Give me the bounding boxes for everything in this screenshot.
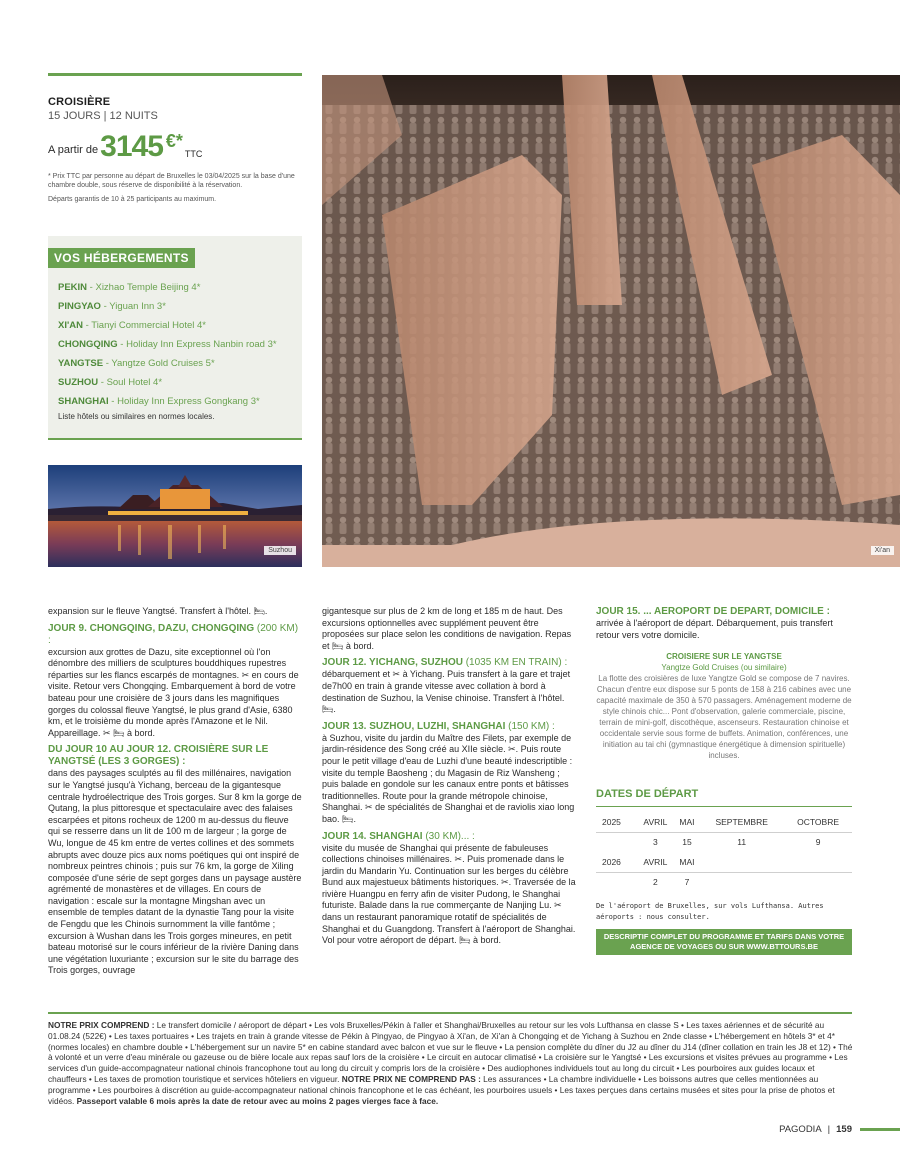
dates-months-row	[596, 813, 852, 833]
hotel-item: CHONGQING - Holiday Inn Express Nanbin road 3*	[58, 339, 277, 350]
day-heading: JOUR 12. YICHANG, SUZHOU (1035 KM EN TRAIN) :	[322, 657, 568, 669]
dates-month: MAI	[675, 853, 699, 873]
offer-duration: 15 JOURS | 12 NUITS	[48, 110, 158, 122]
day-heading: JOUR 15. ... AEROPORT DE DEPART, DOMICILE :	[596, 606, 830, 617]
dates-month: MAI	[675, 813, 699, 833]
dates-month: OCTOBRE	[784, 813, 852, 833]
suzhou-photo	[48, 465, 302, 567]
page-footer	[779, 1124, 852, 1135]
cruise-title: CROISIERE SUR LE YANGTSE	[666, 652, 782, 662]
dates-day: 9	[815, 837, 821, 848]
cruise-subtitle: Yangtze Gold Cruises (ou similaire)	[661, 663, 787, 673]
dates-day: 11	[737, 837, 747, 848]
departure-dates-table	[596, 813, 852, 893]
itinerary-text: gigantesque sur plus de 2 km de long et 185 m de haut. Des excursions optionnelles avec supplément peuvent être proposées sur place selon les conditions de navigation. Repas et 🛏 à bord.	[322, 606, 572, 651]
itinerary-column-2	[322, 606, 576, 952]
departure-dates-title: DATES DE DÉPART	[596, 789, 852, 807]
day-text: à Suzhou, visite du jardin du Maître des Filets, par exemple de jardin-résidence des Song créé au XIIe siècle. ✂. Puis route pour le petit village d'eau de Luzhi d'une beauté indescriptible : visite du temple Baosheng ; du Magasin de Riz Wansheng ; puis balade en gondole sur les canaux entre ponts et bâtisses traditionnelles. Route pour la grande métropole chinoise, Shanghai. ✂ de spécialités de Shanghai et de raviolis xiao long bao. 🛏.	[322, 732, 575, 824]
price-from-label: A partir de	[48, 144, 99, 156]
dates-year: 2025	[596, 813, 636, 833]
departures-note: Départs garantis de 10 à 25 participants au maximum.	[48, 195, 217, 203]
cruise-text: La flotte des croisières de luxe Yangtze Gold se compose de 7 navires. Chacun d'entre eux dispose sur 5 ponts de 158 à 216 cabines avec une capacité maximale de 350 à 570 passagers. Aménagement moderne de style chinois chic... Pont d'observation, galerie commerciale, piscine, terrain de mini-golf, discothèque, ascenseurs. Restauration chinoise et occidentale servie sous forme de buffets. Animation, conférences, une initiation au tai chi (gymnastique énergétique à dimension spirituelle) incluses.	[596, 674, 852, 761]
footer-separator: |	[827, 1124, 831, 1135]
itinerary-text: expansion sur le fleuve Yangtsé. Transfert à l'hôtel. 🛏.	[48, 606, 268, 616]
program-link-banner[interactable]: DESCRIPTIF COMPLET DU PROGRAMME ET TARIFS DANS VOTRE AGENCE DE VOYAGES OU SUR WWW.BTTOURS.BE	[596, 929, 852, 955]
xian-caption: Xi'an	[871, 546, 894, 555]
dates-days-row	[596, 833, 852, 853]
price-ttc: TTC	[184, 149, 203, 159]
dates-day	[699, 873, 784, 893]
dates-day: 3	[653, 837, 658, 848]
excludes-text: Les assurances • La chambre individuelle • Les boissons autres que celles mentionnées au programme • Les pourboires à discrétion au guide-accompagnateur national chinois francophone et le cas échéant, les pourboires usuels • Les taxes perçues dans certains musées et sites pour la prise de photos et vidéos.	[48, 1073, 835, 1106]
hotel-item: YANGTSE - Yangtze Gold Cruises 5*	[58, 358, 215, 369]
day-heading: JOUR 13. SUZHOU, LUZHI, SHANGHAI (150 KM) :	[322, 720, 555, 732]
dates-month	[784, 853, 852, 873]
day-heading: JOUR 9. CHONGQING, DAZU, CHONGQING (200 KM) :	[48, 622, 299, 646]
suzhou-caption: Suzhou	[264, 546, 296, 555]
dates-day: 2	[653, 877, 658, 888]
day-text: arrivée à l'aéroport de départ. Débarquement, puis transfert retour vers votre domicile.	[596, 618, 833, 640]
page-number: 159	[836, 1124, 852, 1135]
dates-days-row	[596, 873, 852, 893]
brand-name: PAGODIA	[779, 1124, 822, 1135]
hotel-item: PEKIN - Xizhao Temple Beijing 4*	[58, 282, 201, 293]
hotel-item: SHANGHAI - Holiday Inn Express Gongkang 3*	[58, 396, 260, 407]
day-text: excursion aux grottes de Dazu, site exceptionnel où l'on dénombre des milliers de sculptures bouddhiques rupestres réparties sur les flancs escarpés de montagnes. ✂ en cours de visite. Retour vers Chongqing. Embarquement à bord de votre bateau pour une croisière de 3 jours dans les magnifiques gorges du colossal fleuve Yangtsé, le plus grand d'Asie, 6380 km, et le troisième du monde après l'Amazone et le Nil. Appareillage. ✂ 🛏 à bord.	[48, 646, 299, 738]
dates-month: AVRIL	[636, 813, 675, 833]
itinerary-column-3	[596, 606, 852, 955]
dates-month: AVRIL	[636, 853, 675, 873]
offer-block	[48, 96, 300, 203]
dates-day: 15	[682, 837, 692, 848]
includes-text: Le transfert domicile / aéroport de départ • Les vols Bruxelles/Pékin à l'aller et Shanghai/Bruxelles au retour sur les vols Lufthansa en classe S • Les taxes aériennes et de sécurité au 01.08.24 (522€) • Les taxes portuaires • Les trajets en train à grande vitesse de Pékin à Pingyao, de Pingyao à Xi'an, de Xi'an à Chongqing et de Yichang à Suzhou en 2nde classe • L'hébergement en hôtels 3* et 4* (normes locales) en chambre double • L'hébergement sur un navire 5* en cabine standard avec balcon et vue sur le fleuve • La pension complète du dîner du J2 au dîner du J14 (dîner collation en train les J8 et 12) • Thé à volonté et un verre d'eau minérale ou gazeuse ou de bière locale aux repas sauf lors de la croisière • Le circuit en autocar climatisé • La croisière sur le Yangtsé • Les excursions et visites prévues au programme • Les services d'un guide-accompagnateur national chinois francophone tout au long du circuit y compris lors de la croisière • Des audiophones individuels tout au long du circuit • Les pourboires aux guides locaux et chauffeurs • Les taxes de promotion touristique et services hôteliers en vigueur.	[48, 1020, 853, 1084]
hotel-list	[58, 278, 298, 411]
itinerary-column-1	[48, 606, 302, 982]
dates-year: 2026	[596, 853, 636, 873]
terracotta-illustration	[322, 75, 900, 567]
dates-day	[784, 873, 852, 893]
footer-accent-bar	[860, 1128, 900, 1131]
dates-month: SEPTEMBRE	[699, 813, 784, 833]
dates-months-row	[596, 853, 852, 873]
day-heading: DU JOUR 10 AU JOUR 12. CROISIÈRE SUR LE YANGTSÉ (LES 3 GORGES) :	[48, 744, 269, 768]
day-text: dans des paysages sculptés au fil des millénaires, navigation sur le Yangtsé jusqu'à Yichang, berceau de la gigantesque centrale hydroélectrique des Trois gorges. Sur 8 km la gorge de Qutang, la plus pittoresque et spectaculaire avec des falaises escarpées et pitons rocheux de 1200 m au-dessus du fleuve qui se resserre dans un lit de 100 m de largeur ; la gorge de Wu, longue de 45 km entre de vertes collines et des sommets abrupts avec douze pics aux noms poétiques qui ont inspiré de nombreux peintres chinois ; puis sur 76 km, la gorge de Xiling composée d'une série de sept gorges dans un paysage austère agrémenté de monastères et de villages. En cours de navigation : escale sur la montagne Mingshan avec un ensemble de temples datant de la dynastie Tang pour la visite de Fengdu que les Chinois surnomment la ville fantôme ; excursion à Wushan dans les Trois gorges mineures, en petit bateau motorisé sur le cours inférieur de la rivière Daning dans une végétation luxuriante ; excursion sur le site du barrage des Trois gorges, ouvrage	[48, 768, 302, 976]
passport-note: Passeport valable 6 mois après la date de retour avec au moins 2 pages vierges face à face.	[74, 1095, 439, 1106]
departure-note: De l'aéroport de Bruxelles, sur vols Lufthansa. Autres aéroports : nous consulter.	[596, 901, 824, 921]
hotel-item: PINGYAO - Yiguan Inn 3*	[58, 301, 166, 312]
price-row	[48, 132, 300, 162]
day-heading: JOUR 14. SHANGHAI (30 KM)... :	[322, 830, 475, 842]
hotel-item: SUZHOU - Soul Hotel 4*	[58, 377, 163, 388]
day-text: visite du musée de Shanghai qui présente de fabuleuses collections chinoises millénaires. ✂. Puis promenade dans le jardin du Mandarin Yu. Continuation sur les berges du célèbre Bund aux majestueux bâtiments historiques. ✂. Traversée de la rivière Huangpu en ferry afin de visiter Pudong, le Shanghai futuriste. Balade dans la rue commerçante de Nanjing Lu. ✂ dans un restaurant panoramique rotatif de spécialités de Shanghai et du Guangdong. Transfert à l'aéroport de Shanghai. Vol pour votre aéroport de départ. 🛏 à bord.	[322, 842, 576, 946]
excludes-label: NOTRE PRIX NE COMPREND PAS :	[339, 1073, 481, 1084]
price-value: 3145	[100, 130, 163, 163]
dates-day: 7	[684, 877, 690, 888]
price-conditions	[48, 1020, 854, 1106]
top-rule-left	[48, 73, 302, 76]
price-note: * Prix TTC par personne au départ de Bruxelles le 03/04/2025 sur la base d'une chambre double, sous réserve de disponibilité à la réservation.	[48, 173, 295, 190]
cruise-box	[596, 651, 852, 761]
day-text: débarquement et ✂ à Yichang. Puis transfert à la gare et trajet de7h00 en train à grande vitesse avec collation à bord à destination de Suzhou, la Venise chinoise. Transfert à l'hôtel. 🛏.	[322, 669, 571, 715]
offer-title: CROISIÈRE	[48, 96, 111, 108]
price-currency: €*	[165, 131, 183, 151]
xian-photo	[322, 75, 900, 567]
hotel-item: XI'AN - Tianyi Commercial Hotel 4*	[58, 320, 206, 331]
accommodation-heading: VOS HÉBERGEMENTS	[48, 248, 195, 268]
accommodation-box	[48, 236, 302, 440]
bottom-divider	[48, 1012, 852, 1014]
accommodation-footnote: Liste hôtels ou similaires en normes locales.	[58, 412, 215, 421]
includes-label: NOTRE PRIX COMPREND :	[48, 1020, 155, 1030]
dates-month	[699, 853, 784, 873]
